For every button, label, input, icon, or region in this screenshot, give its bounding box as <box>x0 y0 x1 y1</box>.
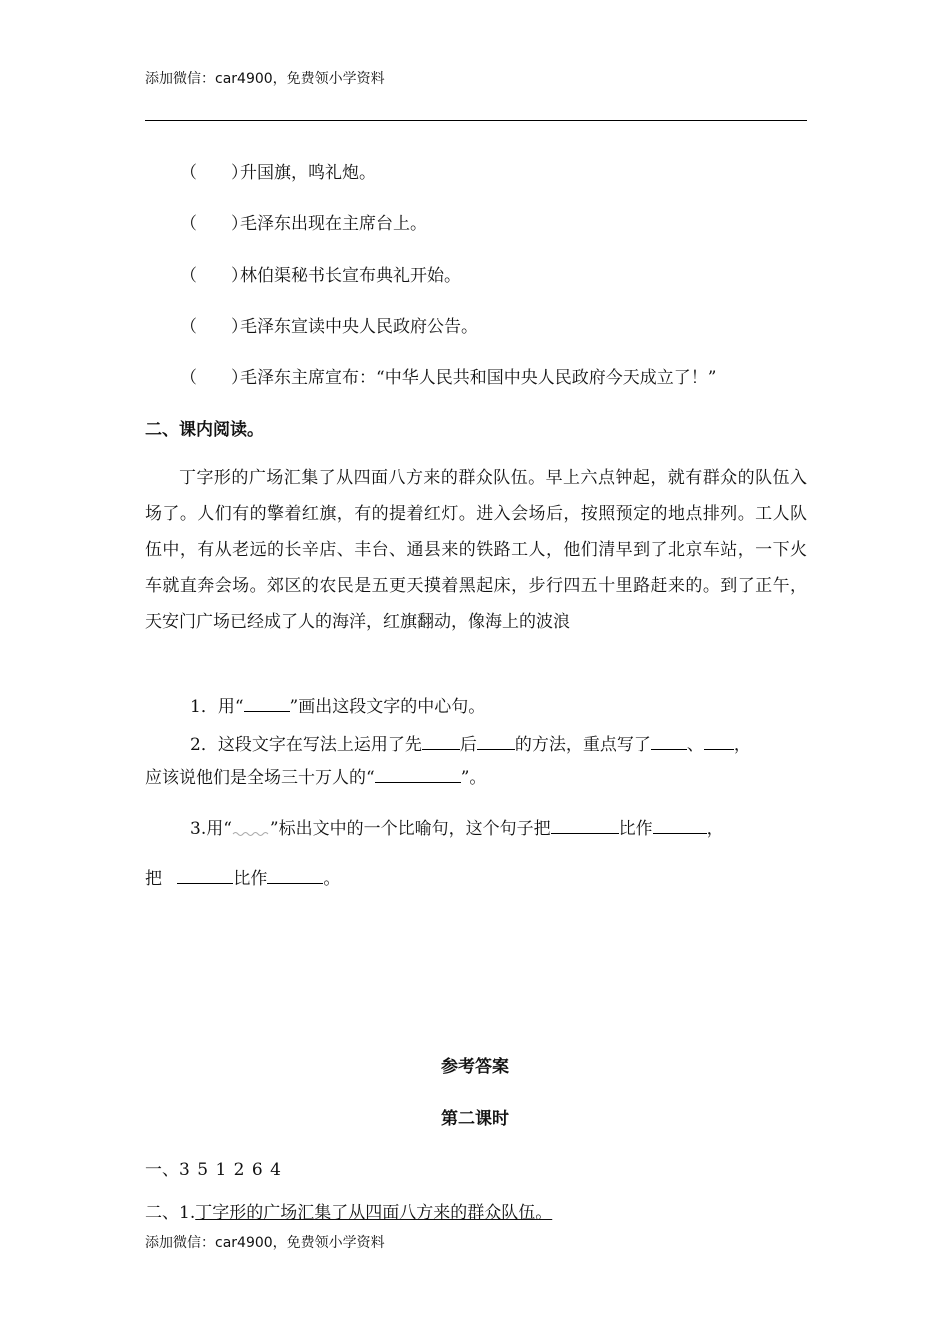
reading-passage <box>145 460 807 640</box>
answers-title: 参考答案 <box>441 1057 509 1077</box>
answer-blank[interactable] <box>267 865 323 884</box>
ordering-item-text: 毛泽东主席宣布：“中华人民共和国中央人民政府今天成立了！” <box>240 368 717 388</box>
question-text: 比作 <box>233 869 268 889</box>
answer-paren[interactable]: （ ） <box>180 163 248 183</box>
answer-paren[interactable]: （ ） <box>180 368 248 388</box>
header-watermark-text: 添加微信：car4900，免费领小学资料 <box>145 71 385 87</box>
question-text: 。 <box>323 869 341 889</box>
question-3-line-2 <box>145 864 340 889</box>
answer-blank[interactable] <box>653 815 707 834</box>
ordering-item-5 <box>180 363 716 388</box>
underline-mark-sample <box>244 693 290 712</box>
ordering-item-text: 毛泽东宣读中央人民政府公告。 <box>240 317 478 337</box>
question-1 <box>190 692 485 717</box>
answer-line-2 <box>145 1198 552 1223</box>
answer-underlined-sentence: 丁字形的广场汇集了从四面八方来的群众队伍。 <box>195 1203 553 1223</box>
question-3-line-1 <box>190 814 724 839</box>
answer-blank[interactable] <box>375 764 461 783</box>
answer-prefix: 二、1. <box>145 1203 196 1223</box>
question-2-line-2 <box>145 763 486 788</box>
question-text: 1．用“ <box>190 697 244 717</box>
answer-paren[interactable]: （ ） <box>180 317 248 337</box>
question-text: 3.用“ <box>190 819 232 839</box>
question-text: 后 <box>459 735 477 755</box>
answer-blank[interactable] <box>477 731 515 750</box>
question-text: ”画出这段文字的中心句。 <box>289 697 486 717</box>
answer-line-1: 一、3 5 1 2 6 4 <box>145 1160 281 1180</box>
question-2-line-1 <box>190 730 751 755</box>
answer-blank[interactable] <box>704 731 734 750</box>
footer-watermark-text: 添加微信：car4900，免费领小学资料 <box>145 1235 385 1251</box>
ordering-item-1 <box>180 158 376 183</box>
question-text: 、 <box>686 735 704 755</box>
answers-subtitle: 第二课时 <box>441 1109 509 1129</box>
answer-paren[interactable]: （ ） <box>180 214 248 234</box>
question-text: 比作 <box>618 819 653 839</box>
passage-paragraph: 丁字形的广场汇集了从四面八方来的群众队伍。早上六点钟起，就有群众的队伍入场了。人们有的擎着红旗，有的提着红灯。进入会场后，按照预定的地点排列。工人队伍中，有从老远的长辛店、丰台、通县来的铁路工人，他们清早到了北京车站，一下火车就直奔会场。郊区的农民是五更天摸着黑起床，步行四五十里路赶来的。到了正午，天安门广场已经成了人的海洋，红旗翻动，像海上的波浪 <box>145 468 807 632</box>
section-title-reading: 二、课内阅读。 <box>145 420 264 440</box>
question-text: 应该说他们是全场三十万人的“ <box>145 768 375 788</box>
ordering-item-2 <box>180 209 427 234</box>
answer-blank[interactable] <box>651 731 687 750</box>
question-text: 2．这段文字在写法上运用了先 <box>190 735 422 755</box>
ordering-item-3 <box>180 261 461 286</box>
question-text: 的方法，重点写了 <box>514 735 651 755</box>
header-divider <box>145 120 807 121</box>
question-text: 把 <box>145 869 168 889</box>
wavy-underline-sample-icon <box>232 817 270 834</box>
question-text: ， <box>733 735 751 755</box>
ordering-item-text: 毛泽东出现在主席台上。 <box>240 214 427 234</box>
ordering-item-text: 林伯渠秘书长宣布典礼开始。 <box>240 266 461 286</box>
question-text: ”标出文中的一个比喻句，这个句子把 <box>269 819 551 839</box>
ordering-item-4 <box>180 312 478 337</box>
answer-paren[interactable]: （ ） <box>180 266 248 286</box>
question-text: ， <box>706 819 724 839</box>
answer-blank[interactable] <box>422 731 460 750</box>
ordering-item-text: 升国旗，鸣礼炮。 <box>240 163 376 183</box>
question-text: ”。 <box>460 768 487 788</box>
answer-blank[interactable] <box>551 815 619 834</box>
answer-blank[interactable] <box>177 865 233 884</box>
